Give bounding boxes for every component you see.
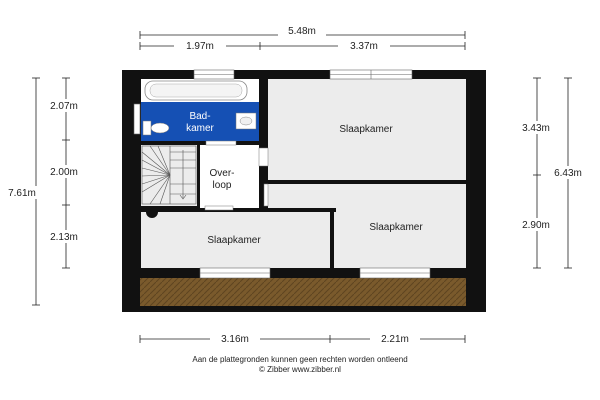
room-label-bedroom-bottom-left: Slaapkamer xyxy=(207,235,261,246)
room-label-bedroom-mid-right: Slaapkamer xyxy=(369,222,423,233)
dim-bottom-left: 3.16m xyxy=(221,334,249,345)
roof-strip xyxy=(140,278,466,306)
chimney xyxy=(259,172,266,181)
disclaimer-text: Aan de plattegronden kunnen geen rechten worden ontleend xyxy=(192,355,408,364)
room-label-bathroom-2: kamer xyxy=(186,123,214,134)
dim-left-total: 7.61m xyxy=(8,188,36,199)
dim-top-left: 1.97m xyxy=(186,41,214,52)
dim-left-top: 2.07m xyxy=(50,101,78,112)
dim-top-right: 3.37m xyxy=(350,41,378,52)
copyright-text: © Zibber www.zibber.nl xyxy=(259,365,341,374)
room-label-landing-2: loop xyxy=(212,180,232,191)
dim-bottom-right: 2.21m xyxy=(381,334,409,345)
dim-right-lower: 2.90m xyxy=(522,220,550,231)
dim-right-total: 6.43m xyxy=(554,168,582,179)
room-label-landing-1: Over- xyxy=(209,168,235,179)
dim-right-upper: 3.43m xyxy=(522,123,550,134)
room-label-bathroom-1: Bad- xyxy=(189,111,211,122)
dim-top-total: 5.48m xyxy=(288,26,316,37)
room-label-bedroom-top-right: Slaapkamer xyxy=(339,124,393,135)
dim-left-mid: 2.00m xyxy=(50,167,78,178)
toilet-icon xyxy=(143,121,151,135)
dim-left-bottom: 2.13m xyxy=(50,232,78,243)
bedroom-mid-right xyxy=(334,208,466,268)
